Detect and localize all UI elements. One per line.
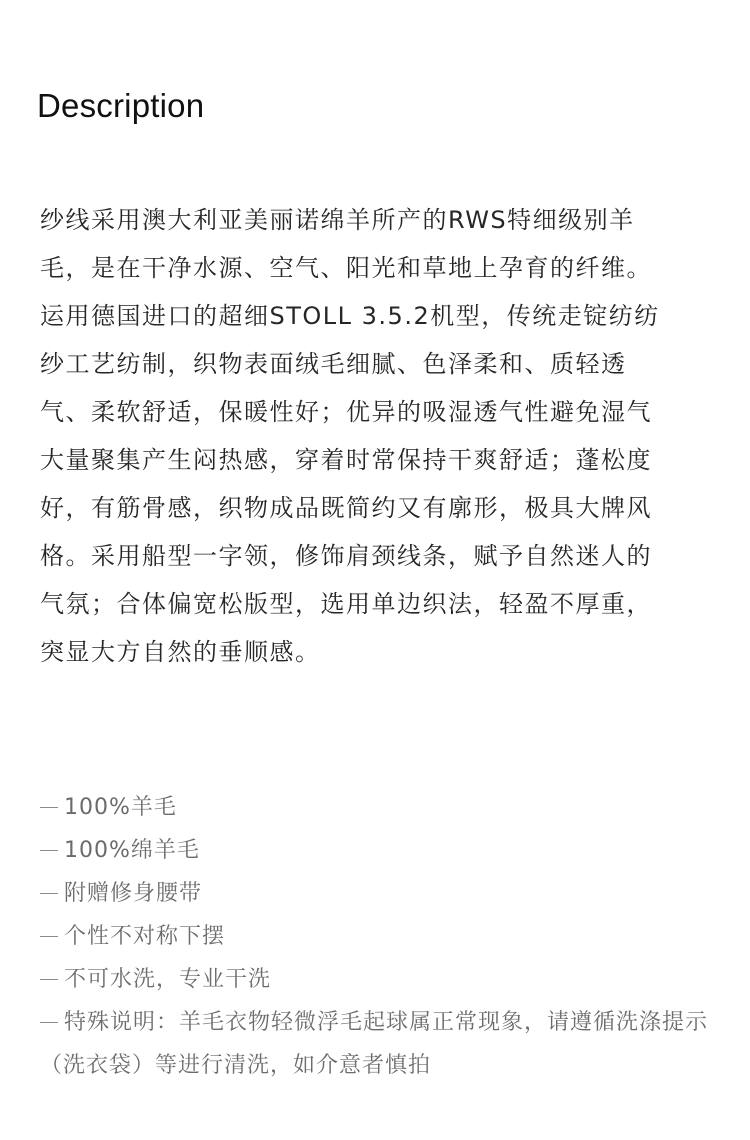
feature-item (40, 915, 720, 958)
dash-icon (40, 893, 58, 894)
feature-item (40, 829, 720, 872)
section-heading: Description (37, 87, 205, 124)
dash-icon (40, 850, 58, 851)
feature-item (40, 786, 720, 829)
dash-icon (40, 807, 58, 808)
dash-icon (40, 979, 58, 980)
feature-list (40, 786, 720, 1087)
dash-icon (40, 936, 58, 937)
feature-text: 个性不对称下摆 (64, 924, 226, 949)
feature-item (40, 1001, 720, 1087)
feature-text: 100%羊毛 (64, 795, 177, 820)
feature-text: 附赠修身腰带 (64, 881, 203, 906)
feature-text: 不可水洗，专业干洗 (64, 967, 272, 992)
feature-item (40, 872, 720, 915)
feature-text: 100%绵羊毛 (64, 838, 200, 863)
dash-icon (40, 1022, 58, 1023)
feature-text: 特殊说明：羊毛衣物轻微浮毛起球属正常现象，请遵循洗涤提示（洗衣袋）等进行清洗，如介意者慎拍 (40, 1010, 709, 1078)
product-description: 纱线采用澳大利亚美丽诺绵羊所产的RWS特细级别羊毛，是在干净水源、空气、阳光和草地上孕育的纤维。运用德国进口的超细STOLL 3.5.2机型，传统走锭纺纺纱工艺纺制，织物表面绒毛细腻、色泽柔和、质轻透气、柔软舒适，保暖性好；优异的吸湿透气性避免湿气大量聚集产生闷热感，穿着时常保持干爽舒适；蓬松度好，有筋骨感，织物成品既简约又有廓形，极具大牌风格。采用船型一字领，修饰肩颈线条，赋予自然迷人的气氛；合体偏宽松版型，选用单边织法，轻盈不厚重，突显大方自然的垂顺感。 (40, 206, 660, 666)
feature-item (40, 958, 720, 1001)
